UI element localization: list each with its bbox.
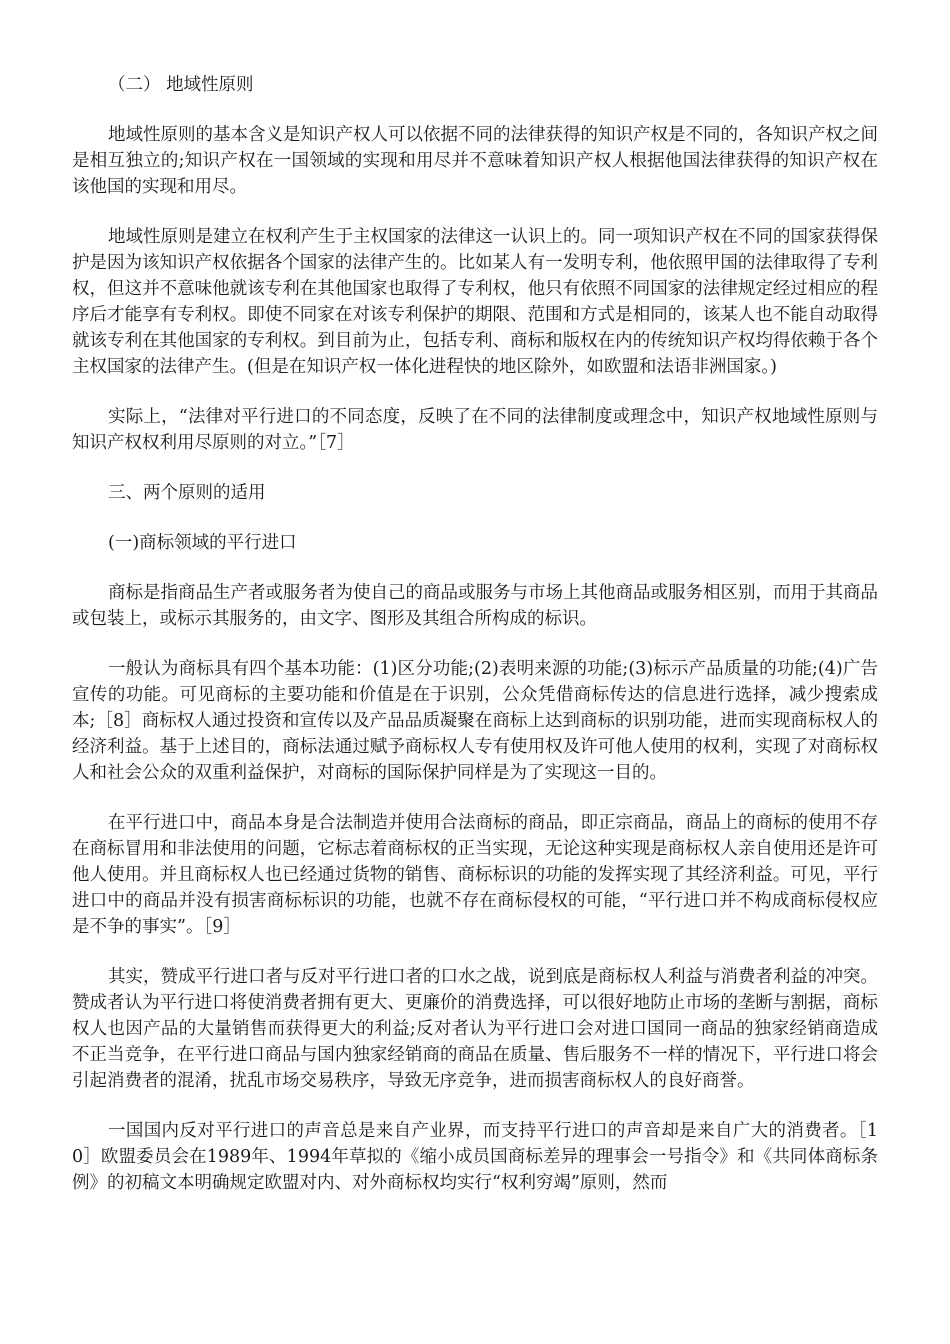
subsection-heading-trademark: (一)商标领域的平行进口 xyxy=(108,533,297,553)
paragraph-eu-commission: 一国国内反对平行进口的声音总是来自产业界，而支持平行进口的声音却是来自广大的消费者。［10］欧盟委员会在1989年、1994年草拟的《缩小成员国商标差异的理事会一号指令》和《共同体商标条例》的初稿文本明确规定欧盟对内、对外商标权均实行“权利穷竭”原则，然而 xyxy=(72,1121,878,1193)
paragraph-territoriality-definition: 地域性原则的基本含义是知识产权人可以依据不同的法律获得的知识产权是不同的，各知识产权之间是相互独立的;知识产权在一国领域的实现和用尽并不意味着知识产权人根据他国法律获得的知识产权在该他国的实现和用尽。 xyxy=(72,125,878,197)
paragraph-territoriality-basis: 地域性原则是建立在权利产生于主权国家的法律这一认识上的。同一项知识产权在不同的国家获得保护是因为该知识产权依据各个国家的法律产生的。比如某人有一发明专利，他依照甲国的法律取得了专利权，但这并不意味他就该专利在其他国家也取得了专利权，他只有依照不同国家的法律规定经过相应的程序后才能享有专利权。即使不同家在对该专利保护的期限、范围和方式是相同的，该某人也不能自动取得就该专利在其他国家的专利权。到目前为止，包括专利、商标和版权在内的传统知识产权均得依赖于各个主权国家的法律产生。(但是在知识产权一体化进程快的地区除外，如欧盟和法语非洲国家。) xyxy=(72,227,878,377)
section-heading-territoriality: （二） 地域性原则 xyxy=(108,75,254,95)
paragraph-trademark-functions: 一般认为商标具有四个基本功能：(1)区分功能;(2)表明来源的功能;(3)标示产品质量的功能;(4)广告宣传的功能。可见商标的主要功能和价值是在于识别，公众凭借商标传达的信息进行选择，减少搜索成本;［8］商标权人通过投资和宣传以及产品品质凝聚在商标上达到商标的识别功能，进而实现商标权人的经济利益。基于上述目的，商标法通过赋予商标权人专有使用权及许可他人使用的权利，实现了对商标权人和社会公众的双重利益保护，对商标的国际保护同样是为了实现这一目的。 xyxy=(72,659,878,783)
paragraph-parallel-import-goods: 在平行进口中，商品本身是合法制造并使用合法商标的商品，即正宗商品，商品上的商标的使用不存在商标冒用和非法使用的问题，它标志着商标权的正当实现，无论这种实现是商标权人亲自使用还是许可他人使用。并且商标权人也已经通过货物的销售、商标标识的功能的发挥实现了其经济利益。可见，平行进口中的商品并没有损害商标标识的功能，也就不存在商标侵权的可能，“平行进口并不构成商标侵权应是不争的事实”。［9］ xyxy=(72,813,878,937)
document-page xyxy=(72,72,878,1220)
paragraph-parallel-import-attitude: 实际上，“法律对平行进口的不同态度，反映了在不同的法律制度或理念中，知识产权地域性原则与知识产权权利用尽原则的对立。”［7］ xyxy=(72,407,878,453)
section-heading-application: 三、两个原则的适用 xyxy=(108,483,266,503)
paragraph-trademark-definition: 商标是指商品生产者或服务者为使自己的商品或服务与市场上其他商品或服务相区别，而用于其商品或包装上，或标示其服务的，由文字、图形及其组合所构成的标识。 xyxy=(72,583,878,629)
paragraph-interest-conflict: 其实，赞成平行进口者与反对平行进口者的口水之战，说到底是商标权人利益与消费者利益的冲突。赞成者认为平行进口将使消费者拥有更大、更廉价的消费选择，可以很好地防止市场的垄断与割据，商标权人也因产品的大量销售而获得更大的利益;反对者认为平行进口会对进口国同一商品的独家经销商造成不正当竞争，在平行进口商品与国内独家经销商的商品在质量、售后服务不一样的情况下，平行进口将会引起消费者的混淆，扰乱市场交易秩序，导致无序竞争，进而损害商标权人的良好商誉。 xyxy=(72,967,878,1091)
